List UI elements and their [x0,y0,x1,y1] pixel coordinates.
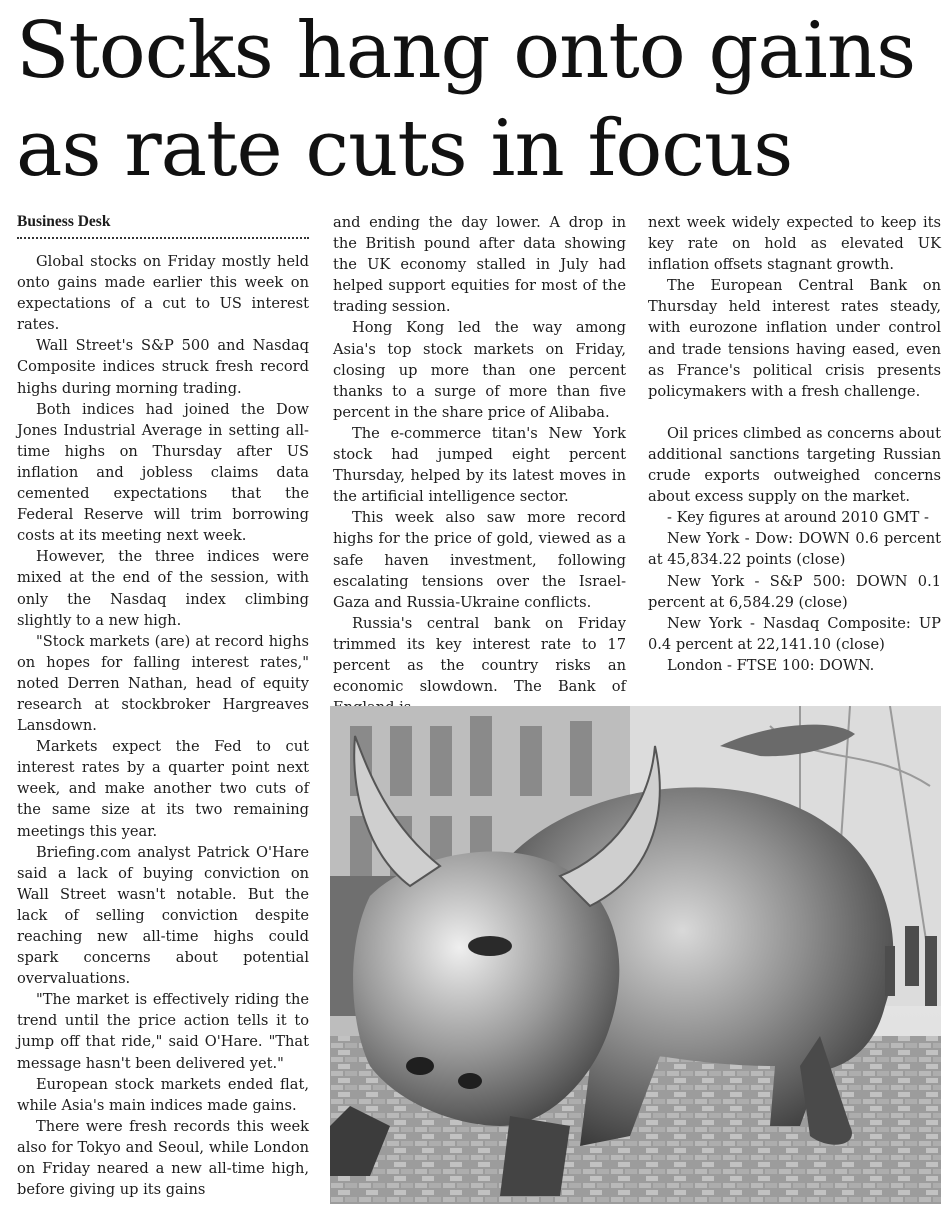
paragraph: "The market is effectively riding the trend until the price action tells it to jump off that ride," said O'Hare. "That message hasn't been delivered yet." [17,991,309,1072]
article-column-3 [648,212,941,676]
paragraph: European stock markets ended flat, while Asia's main indices made gains. [17,1075,309,1114]
paragraph: There were fresh records this week also for Tokyo and Seoul, while London on Friday neared a new all-time high, before giving up its gains [17,1117,309,1199]
headline-line-2: as rate cuts in focus [16,104,793,194]
paragraph: Markets expect the Fed to cut interest rates by a quarter point next week, and make another two cuts of the same size at its two remaining meetings this year. [17,738,309,840]
paragraph: However, the three indices were mixed at the end of the session, with only the Nasdaq index climbing slightly to a new high. [17,548,309,629]
paragraph: "Stock markets (are) at record highs on hopes for falling interest rates," noted Derren Nathan, head of equity research at stockbroker Hargreaves Lansdown. [17,632,309,735]
paragraph: This week also saw more record highs for the price of gold, viewed as a safe haven investment, following escalating tensions over the Israel-Gaza and Russia-Ukraine conflicts. [333,509,626,611]
key-figure-nasdaq: New York - Nasdaq Composite: UP 0.4 percent at 22,141.10 (close) [648,614,941,653]
paragraph: next week widely expected to keep its key rate on hold as elevated UK inflation offsets stagnant growth. [648,214,941,274]
paragraph: Both indices had joined the Dow Jones Industrial Average in setting all-time highs on Thursday after US inflation and jobless claims data cemented expectations that the Federal Reserve will trim borrowing costs at its meeting next week. [17,400,309,545]
article-column-2 [333,212,626,718]
paragraph: The European Central Bank on Thursday held interest rates steady, with eurozone inflation under control and trade tensions having eased, even as France's political crisis presents policymakers with a fresh challenge. [648,277,941,400]
paragraph: Wall Street's S&P 500 and Nasdaq Composite indices struck fresh record highs during morning trading. [17,337,309,397]
headline-line-1: Stocks hang onto gains [16,6,916,96]
charging-bull-photo [330,706,941,1204]
paragraph: Global stocks on Friday mostly held onto gains made earlier this week on expectations of a cut to US interest rates. [17,253,309,334]
key-figure-sp500: New York - S&P 500: DOWN 0.1 percent at 6,584.29 (close) [648,572,941,611]
paragraph: Hong Kong led the way among Asia's top stock markets on Friday, closing up more than one percent thanks to a surge of more than five percent in the share price of Alibaba. [333,319,626,421]
article-column-1 [17,212,309,1200]
charging-bull-illustration [330,706,941,1204]
paragraph: Briefing.com analyst Patrick O'Hare said a lack of buying conviction on Wall Street wasn't notable. But the lack of selling conviction despite reaching new all-time highs could spark concerns about potential overvaluations. [17,843,309,988]
paragraph: and ending the day lower. A drop in the British pound after data showing the UK economy stalled in July had helped support equities for most of the trading session. [333,214,626,316]
byline: Business Desk [17,212,309,239]
key-figures-heading: - Key figures at around 2010 GMT - [667,509,929,527]
headline [16,2,941,198]
paragraph: Oil prices climbed as concerns about additional sanctions targeting Russian crude exports outweighed concerns about excess supply on the market. [648,424,941,506]
paragraph: Russia's central bank on Friday trimmed its key interest rate to 17 percent as the country risks an economic slowdown. The Bank of [333,614,626,696]
key-figure-dow: New York - Dow: DOWN 0.6 percent at 45,834.22 points (close) [648,530,941,569]
key-figure-ftse: London - FTSE 100: DOWN. [667,656,875,674]
paragraph: The e-commerce titan's New York stock had jumped eight percent Thursday, helped by its latest moves in the artificial intelligence sector. [333,424,626,506]
